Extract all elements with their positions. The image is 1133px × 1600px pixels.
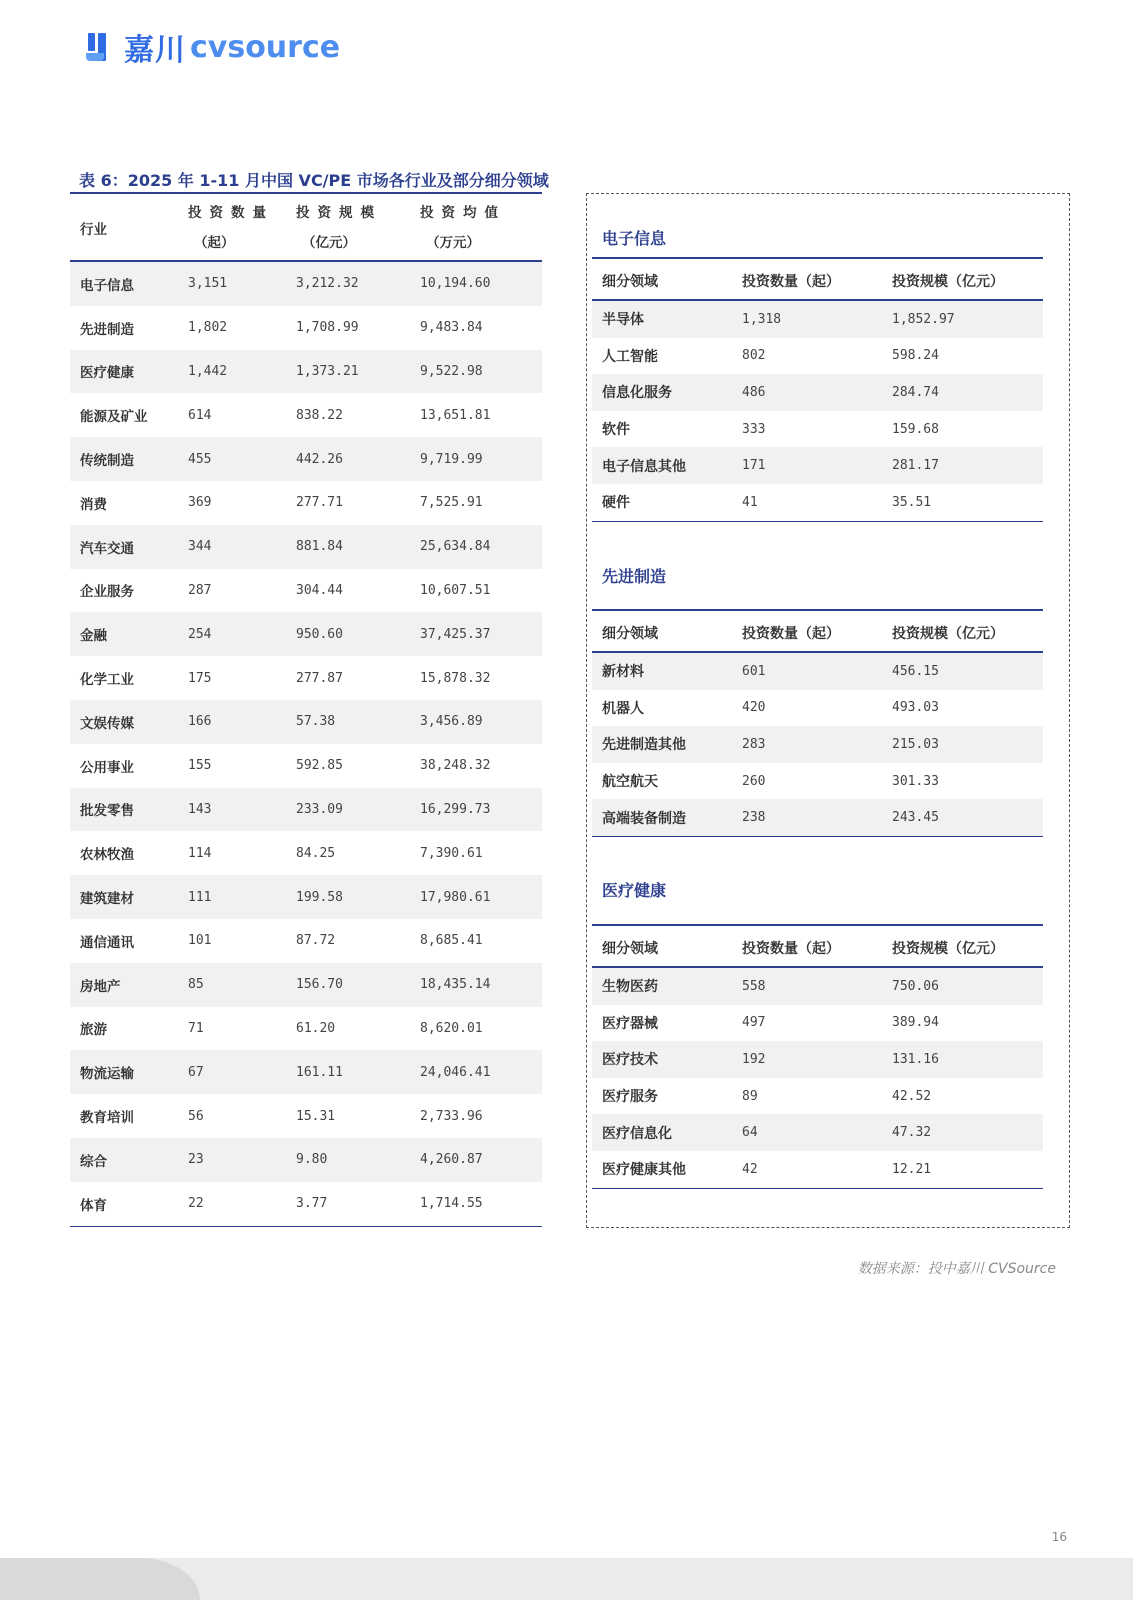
subfield-name: 半导体 xyxy=(602,312,644,329)
deal-average: 7,525.91 xyxy=(420,495,483,511)
deal-size: 592.85 xyxy=(296,758,343,774)
header-size xyxy=(296,196,420,261)
deal-average: 10,607.51 xyxy=(420,582,491,598)
deal-count: 287 xyxy=(188,582,212,598)
table-row xyxy=(70,1007,542,1051)
industry-name: 建筑建材 xyxy=(80,891,134,908)
industry-name: 教育培训 xyxy=(80,1110,134,1127)
table-row xyxy=(592,726,1043,763)
subfield-table-electronics xyxy=(592,263,1043,522)
header-size-line1: 投资规模 xyxy=(296,205,382,221)
subfield-count: 41 xyxy=(742,494,758,510)
subfield-count: 192 xyxy=(742,1051,766,1067)
subfield-name: 新材料 xyxy=(602,664,644,681)
subfield-size: 750.06 xyxy=(892,978,939,994)
logo-cn-text: 嘉川 xyxy=(124,33,186,68)
table-row xyxy=(70,875,542,919)
data-source-note: 数据来源：投中嘉川 CVSource xyxy=(857,1261,1056,1277)
header-count-line2: （起） xyxy=(194,235,235,251)
section-title-healthcare: 医疗健康 xyxy=(602,881,667,900)
industry-name: 物流运输 xyxy=(80,1066,134,1083)
table-row xyxy=(592,300,1043,338)
deal-count: 3,151 xyxy=(188,276,228,292)
subfield-size: 243.45 xyxy=(892,810,939,826)
sub-header-count: 投资数量（起） xyxy=(742,274,840,290)
industry-name: 医疗健康 xyxy=(80,365,134,382)
subfield-count: 486 xyxy=(742,384,766,400)
deal-size: 87.72 xyxy=(296,933,336,949)
table-row xyxy=(70,569,542,613)
deal-average: 17,980.61 xyxy=(420,889,491,905)
subfield-name: 医疗技术 xyxy=(602,1052,658,1069)
deal-average: 4,260.87 xyxy=(420,1152,483,1168)
industry-name: 旅游 xyxy=(80,1022,107,1039)
subfield-count: 497 xyxy=(742,1015,766,1031)
subfield-size: 47.32 xyxy=(892,1125,932,1141)
table-row xyxy=(70,744,542,788)
deal-size: 9.80 xyxy=(296,1152,328,1168)
deal-size: 199.58 xyxy=(296,889,343,905)
table-row xyxy=(70,306,542,350)
section-rule xyxy=(592,609,1043,611)
table-row xyxy=(70,831,542,875)
deal-count: 22 xyxy=(188,1196,204,1212)
subfield-size: 301.33 xyxy=(892,773,939,789)
sub-header-count: 投资数量（起） xyxy=(742,941,840,957)
deal-average: 38,248.32 xyxy=(420,758,491,774)
deal-count: 1,802 xyxy=(188,320,228,336)
subfield-name: 医疗健康其他 xyxy=(602,1162,686,1179)
deal-average: 10,194.60 xyxy=(420,276,491,292)
section-title-electronics: 电子信息 xyxy=(602,229,667,248)
sub-header-size: 投资规模（亿元） xyxy=(892,941,1004,957)
deal-count: 254 xyxy=(188,626,212,642)
deal-count: 67 xyxy=(188,1064,204,1080)
header-count-line1: 投资数量 xyxy=(188,205,274,221)
deal-average: 9,719.99 xyxy=(420,451,483,467)
deal-count: 143 xyxy=(188,801,212,817)
deal-count: 1,442 xyxy=(188,363,228,379)
header-avg xyxy=(420,196,542,261)
table-title: 表 6：2025 年 1-11 月中国 VC/PE 市场各行业及部分细分领域 xyxy=(79,171,549,190)
table-row xyxy=(592,1005,1043,1042)
table-row xyxy=(592,1151,1043,1188)
sub-header-size: 投资规模（亿元） xyxy=(892,274,1004,290)
sub-header-field: 细分领域 xyxy=(602,274,658,290)
deal-count: 114 xyxy=(188,845,212,861)
deal-count: 155 xyxy=(188,758,212,774)
subfield-table-healthcare xyxy=(592,930,1043,1189)
deal-average: 25,634.84 xyxy=(420,539,491,555)
deal-size: 950.60 xyxy=(296,626,343,642)
subfield-size: 281.17 xyxy=(892,458,939,474)
table-row xyxy=(592,338,1043,375)
table-row xyxy=(70,1138,542,1182)
sub-header-field: 细分领域 xyxy=(602,626,658,642)
table-row xyxy=(592,1041,1043,1078)
table-row xyxy=(70,788,542,832)
industry-name: 传统制造 xyxy=(80,453,134,470)
deal-size: 3.77 xyxy=(296,1196,328,1212)
deal-count: 111 xyxy=(188,889,212,905)
deal-size: 1,708.99 xyxy=(296,320,359,336)
deal-average: 18,435.14 xyxy=(420,977,491,993)
deal-count: 166 xyxy=(188,714,212,730)
header-industry: 行业 xyxy=(80,222,107,238)
deal-size: 1,373.21 xyxy=(296,363,359,379)
deal-size: 161.11 xyxy=(296,1064,343,1080)
industry-name: 通信通讯 xyxy=(80,934,134,951)
table-row xyxy=(592,411,1043,448)
deal-size: 57.38 xyxy=(296,714,336,730)
sub-header-size: 投资规模（亿元） xyxy=(892,626,1004,642)
table-row xyxy=(592,967,1043,1005)
industry-name: 电子信息 xyxy=(80,277,134,294)
industry-name: 文娱传媒 xyxy=(80,715,134,732)
subfield-size: 598.24 xyxy=(892,348,939,364)
header-avg-line2: （万元） xyxy=(426,235,480,251)
table-row xyxy=(70,963,542,1007)
table-row xyxy=(70,656,542,700)
deal-average: 37,425.37 xyxy=(420,626,491,642)
subfield-name: 软件 xyxy=(602,422,630,439)
deal-count: 344 xyxy=(188,539,212,555)
deal-average: 9,483.84 xyxy=(420,320,483,336)
deal-size: 277.87 xyxy=(296,670,343,686)
subfield-name: 先进制造其他 xyxy=(602,737,686,754)
table-row xyxy=(70,919,542,963)
deal-size: 15.31 xyxy=(296,1108,336,1124)
deal-size: 156.70 xyxy=(296,977,343,993)
table-row xyxy=(592,652,1043,690)
subfield-count: 42 xyxy=(742,1161,758,1177)
deal-count: 71 xyxy=(188,1020,204,1036)
header-size-line2: （亿元） xyxy=(302,235,356,251)
deal-average: 9,522.98 xyxy=(420,363,483,379)
deal-average: 8,685.41 xyxy=(420,933,483,949)
subfield-name: 人工智能 xyxy=(602,348,658,365)
subfield-count: 64 xyxy=(742,1125,758,1141)
subfield-count: 420 xyxy=(742,700,766,716)
industry-name: 批发零售 xyxy=(80,803,134,820)
subfield-name: 硬件 xyxy=(602,495,630,512)
industry-name: 先进制造 xyxy=(80,321,134,338)
table-row xyxy=(592,1078,1043,1115)
industry-name: 体育 xyxy=(80,1197,107,1214)
subfield-count: 1,318 xyxy=(742,311,782,327)
subfield-name: 信息化服务 xyxy=(602,385,672,402)
table-row xyxy=(592,447,1043,484)
industry-name: 综合 xyxy=(80,1153,107,1170)
cvsource-logo xyxy=(86,29,341,68)
deal-size: 304.44 xyxy=(296,582,343,598)
section-title-manufacturing: 先进制造 xyxy=(602,567,667,586)
table-row xyxy=(592,690,1043,727)
subfield-name: 医疗服务 xyxy=(602,1089,658,1106)
subfield-name: 生物医药 xyxy=(602,979,658,996)
industry-name: 化学工业 xyxy=(80,672,134,689)
subfield-name: 医疗信息化 xyxy=(602,1125,672,1142)
deal-size: 84.25 xyxy=(296,845,336,861)
subfield-count: 802 xyxy=(742,348,766,364)
table-row xyxy=(70,525,542,569)
industry-name: 消费 xyxy=(80,496,107,513)
table-row xyxy=(70,1050,542,1094)
subfield-count: 238 xyxy=(742,810,766,826)
table-row xyxy=(592,484,1043,521)
deal-average: 8,620.01 xyxy=(420,1020,483,1036)
deal-average: 1,714.55 xyxy=(420,1196,483,1212)
deal-average: 24,046.41 xyxy=(420,1064,491,1080)
deal-size: 881.84 xyxy=(296,539,343,555)
section-rule xyxy=(592,924,1043,926)
table-row xyxy=(70,393,542,437)
table-row xyxy=(70,700,542,744)
deal-count: 56 xyxy=(188,1108,204,1124)
industry-table xyxy=(70,196,542,1227)
deal-size: 838.22 xyxy=(296,407,343,423)
subfield-size: 131.16 xyxy=(892,1051,939,1067)
table-row xyxy=(70,612,542,656)
deal-average: 13,651.81 xyxy=(420,407,491,423)
table-row xyxy=(70,481,542,525)
subfield-count: 283 xyxy=(742,736,766,752)
table-row xyxy=(70,437,542,481)
deal-size: 277.71 xyxy=(296,495,343,511)
deal-count: 85 xyxy=(188,977,204,993)
subfield-size: 215.03 xyxy=(892,736,939,752)
deal-count: 455 xyxy=(188,451,212,467)
sub-header-field: 细分领域 xyxy=(602,941,658,957)
table-row xyxy=(70,261,542,306)
industry-name: 房地产 xyxy=(80,978,121,995)
logo-mark-icon xyxy=(86,31,118,63)
deal-average: 7,390.61 xyxy=(420,845,483,861)
deal-count: 614 xyxy=(188,407,212,423)
deal-size: 61.20 xyxy=(296,1020,336,1036)
table-row xyxy=(592,799,1043,836)
page-number: 16 xyxy=(1051,1530,1067,1544)
subfield-size: 284.74 xyxy=(892,384,939,400)
table-row xyxy=(592,1114,1043,1151)
subfield-count: 89 xyxy=(742,1088,758,1104)
subfield-count: 333 xyxy=(742,421,766,437)
subfield-name: 航空航天 xyxy=(602,774,658,791)
deal-count: 369 xyxy=(188,495,212,511)
subfield-size: 35.51 xyxy=(892,494,932,510)
subfield-size: 159.68 xyxy=(892,421,939,437)
industry-name: 汽车交通 xyxy=(80,540,134,557)
deal-average: 3,456.89 xyxy=(420,714,483,730)
deal-size: 3,212.32 xyxy=(296,276,359,292)
subfield-size: 493.03 xyxy=(892,700,939,716)
subfield-name: 高端装备制造 xyxy=(602,810,686,827)
deal-count: 175 xyxy=(188,670,212,686)
industry-table-header xyxy=(70,196,542,261)
section-rule xyxy=(592,257,1043,259)
subfield-count: 260 xyxy=(742,773,766,789)
deal-average: 15,878.32 xyxy=(420,670,491,686)
table-row xyxy=(70,350,542,394)
subfield-count: 558 xyxy=(742,978,766,994)
industry-name: 能源及矿业 xyxy=(80,409,148,426)
table-row xyxy=(70,1182,542,1226)
footer-accent xyxy=(0,1558,200,1600)
deal-size: 442.26 xyxy=(296,451,343,467)
subfield-size: 389.94 xyxy=(892,1015,939,1031)
industry-name: 农林牧渔 xyxy=(80,847,134,864)
deal-count: 23 xyxy=(188,1152,204,1168)
subfield-size: 42.52 xyxy=(892,1088,932,1104)
deal-size: 233.09 xyxy=(296,801,343,817)
table-row xyxy=(592,763,1043,800)
subfield-size: 1,852.97 xyxy=(892,311,955,327)
logo-en-text: cvsource xyxy=(190,29,341,65)
sub-header-count: 投资数量（起） xyxy=(742,626,840,642)
deal-average: 2,733.96 xyxy=(420,1108,483,1124)
deal-count: 101 xyxy=(188,933,212,949)
subfield-size: 456.15 xyxy=(892,663,939,679)
subfield-count: 601 xyxy=(742,663,766,679)
header-count xyxy=(188,196,296,261)
subfield-name: 机器人 xyxy=(602,700,644,717)
header-avg-line1: 投资均值 xyxy=(420,205,506,221)
subfield-name: 电子信息其他 xyxy=(602,458,686,475)
industry-name: 金融 xyxy=(80,628,107,645)
subfield-size: 12.21 xyxy=(892,1161,932,1177)
subfield-table-manufacturing xyxy=(592,615,1043,837)
deal-average: 16,299.73 xyxy=(420,801,491,817)
industry-name: 公用事业 xyxy=(80,759,134,776)
table-row xyxy=(70,1094,542,1138)
table-row xyxy=(592,374,1043,411)
industry-name: 企业服务 xyxy=(80,584,134,601)
title-divider xyxy=(70,192,542,194)
subfield-count: 171 xyxy=(742,458,766,474)
subfield-name: 医疗器械 xyxy=(602,1015,658,1032)
